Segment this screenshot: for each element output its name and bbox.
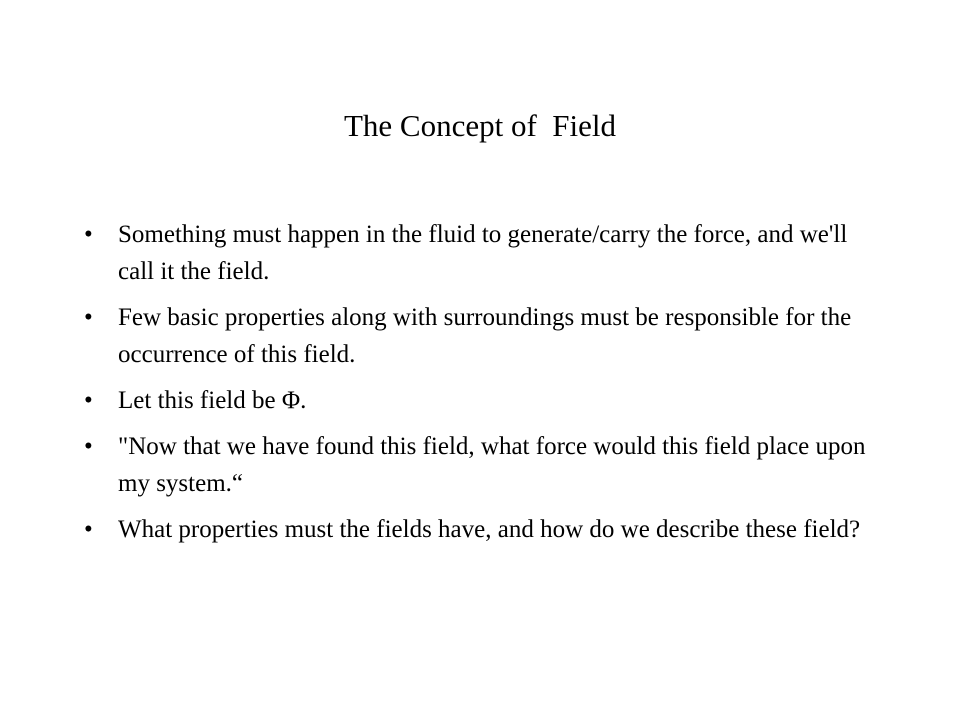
- bullet-item-field-description: [80, 511, 880, 548]
- bullet-text: Let this field be Φ.: [118, 387, 307, 414]
- bullet-text: Something must happen in the fluid to generate/carry the force, and we'll call it the field.: [118, 221, 848, 285]
- bullet-item-field-symbol: [80, 382, 880, 419]
- bullet-text: Few basic properties along with surroundings must be responsible for the occurrence of this field.: [118, 304, 852, 368]
- bullet-item-field-generation: [80, 216, 880, 290]
- bullet-marker-icon: •: [84, 387, 93, 414]
- bullet-list: [80, 216, 880, 557]
- slide-title: The Concept of Field: [343, 108, 617, 143]
- bullet-marker-icon: •: [84, 221, 93, 248]
- bullet-text: "Now that we have found this field, what force would this field place upon my system.“: [118, 433, 866, 497]
- bullet-item-basic-properties: [80, 299, 880, 373]
- bullet-marker-icon: •: [84, 433, 93, 460]
- bullet-item-force-question: [80, 428, 880, 502]
- bullet-marker-icon: •: [84, 516, 93, 543]
- bullet-marker-icon: •: [84, 304, 93, 331]
- bullet-text: What properties must the fields have, and how do we describe these field?: [118, 516, 861, 543]
